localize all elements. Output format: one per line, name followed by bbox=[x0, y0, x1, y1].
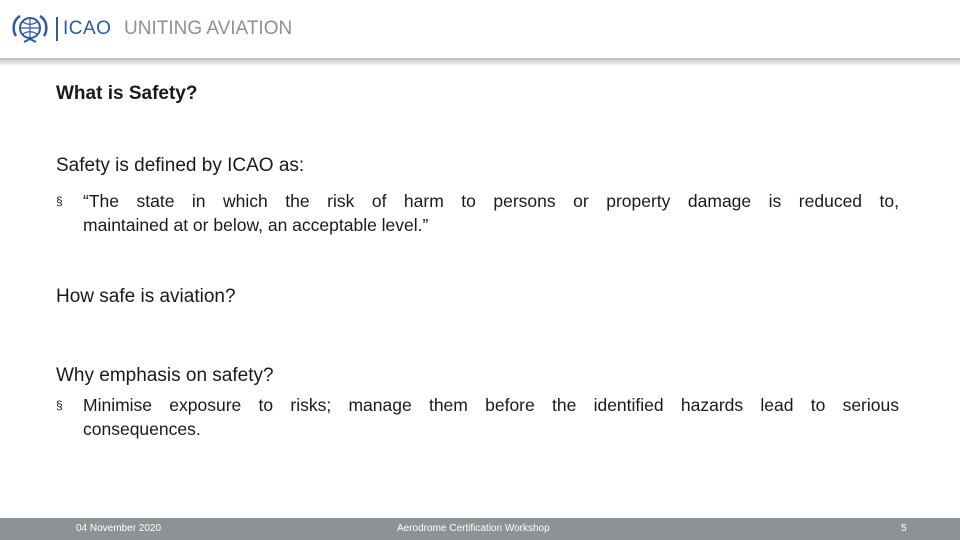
footer-page-number: 5 bbox=[901, 523, 907, 534]
header-divider bbox=[0, 58, 960, 66]
bullet-text-line1: “The state in which the risk of harm to persons or property damage is reduced to, bbox=[83, 191, 899, 211]
bullet-marker: § bbox=[56, 194, 63, 208]
header-bar bbox=[0, 0, 960, 58]
slide-title: What is Safety? bbox=[56, 83, 198, 104]
bullet-text-line2: maintained at or below, an acceptable level.” bbox=[83, 215, 429, 235]
section-heading-how-safe: How safe is aviation? bbox=[56, 286, 236, 307]
footer-date: 04 November 2020 bbox=[76, 523, 162, 534]
bullet-text-line1: Minimise exposure to risks; manage them before the identified hazards lead to serious bbox=[83, 395, 899, 415]
section-heading-definition: Safety is defined by ICAO as: bbox=[56, 155, 305, 176]
logo-tagline: UNITING AVIATION bbox=[124, 18, 293, 39]
logo-icao-text: ICAO bbox=[63, 18, 112, 39]
logo-divider bbox=[56, 17, 58, 41]
icao-emblem-logo bbox=[10, 12, 50, 46]
section-heading-why-emphasis: Why emphasis on safety? bbox=[56, 365, 274, 386]
bullet-text-line2: consequences. bbox=[83, 419, 201, 439]
bullet-marker: § bbox=[56, 398, 63, 412]
footer-event: Aerodrome Certification Workshop bbox=[397, 523, 550, 534]
footer-bar bbox=[0, 518, 960, 540]
